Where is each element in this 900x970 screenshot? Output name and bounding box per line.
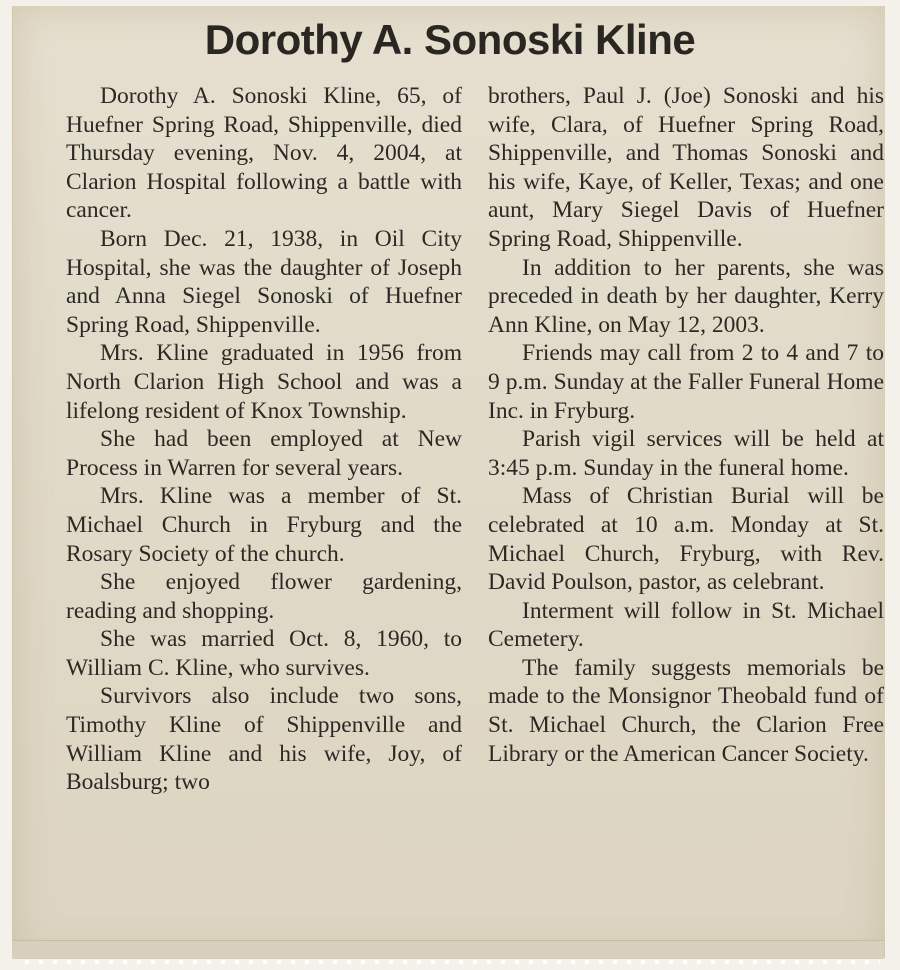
paragraph-interment: Interment will follow in St. Michael Cemetery. xyxy=(488,597,884,653)
perforated-edge xyxy=(20,958,880,966)
paragraph-survivors-continued: brothers, Paul J. (Joe) Sonoski and his wife, Clara, of Huefner Spring Road, Shippenville, and Thomas Sonoski and his wife, Kaye, of Keller, Texas; and one aunt, Mary Siegel Davis of Huefner Spring Road, Shippenville. xyxy=(488,83,884,252)
paragraph-death-notice: Dorothy A. Sonoski Kline, 65, of Huefner Spring Road, Shippenville, died Thursday evening, Nov. 4, 2004, at Clarion Hospital following a battle with cancer. xyxy=(66,83,462,224)
paragraph-mass: Mass of Christian Burial will be celebrated at 10 a.m. Monday at St. Michael Church, Fryburg, with Rev. David Poulson, pastor, as celebrant. xyxy=(488,483,884,596)
paragraph-employment: She had been employed at New Process in Warren for several years. xyxy=(66,426,462,481)
paragraph-visitation: Friends may call from 2 to 4 and 7 to 9 p.m. Sunday at the Faller Funeral Home Inc. in Fryburg. xyxy=(488,340,884,424)
paragraph-survivors: Survivors also include two sons, Timothy Kline of Shippenville and William Kline and his wife, Joy, of Boalsburg; two xyxy=(66,683,462,796)
paragraph-birth: Born Dec. 21, 1938, in Oil City Hospital, she was the daughter of Joseph and Anna Siegel Sonoski of Huefner Spring Road, Shippenville. xyxy=(66,225,462,338)
paragraph-memorials: The family suggests memorials be made to the Monsignor Theobald fund of St. Michael Church, the Clarion Free Library or the American Cancer Society. xyxy=(488,654,884,767)
paragraph-marriage: She was married Oct. 8, 1960, to William C. Kline, who survives. xyxy=(66,626,462,681)
right-column xyxy=(488,82,884,768)
obituary-headline: Dorothy A. Sonoski Kline xyxy=(204,16,696,63)
paragraph-education: Mrs. Kline graduated in 1956 from North Clarion High School and was a lifelong resident of Knox Township. xyxy=(66,340,462,424)
left-column xyxy=(66,82,462,797)
paper-fold xyxy=(12,940,884,959)
paragraph-preceded-in-death: In addition to her parents, she was preceded in death by her daughter, Kerry Ann Kline, on May 12, 2003. xyxy=(488,254,884,338)
paragraph-hobbies: She enjoyed flower gardening, reading and shopping. xyxy=(66,569,462,624)
paragraph-church: Mrs. Kline was a member of St. Michael Church in Fryburg and the Rosary Society of the church. xyxy=(66,483,462,567)
paragraph-vigil: Parish vigil services will be held at 3:45 p.m. Sunday in the funeral home. xyxy=(488,426,884,481)
